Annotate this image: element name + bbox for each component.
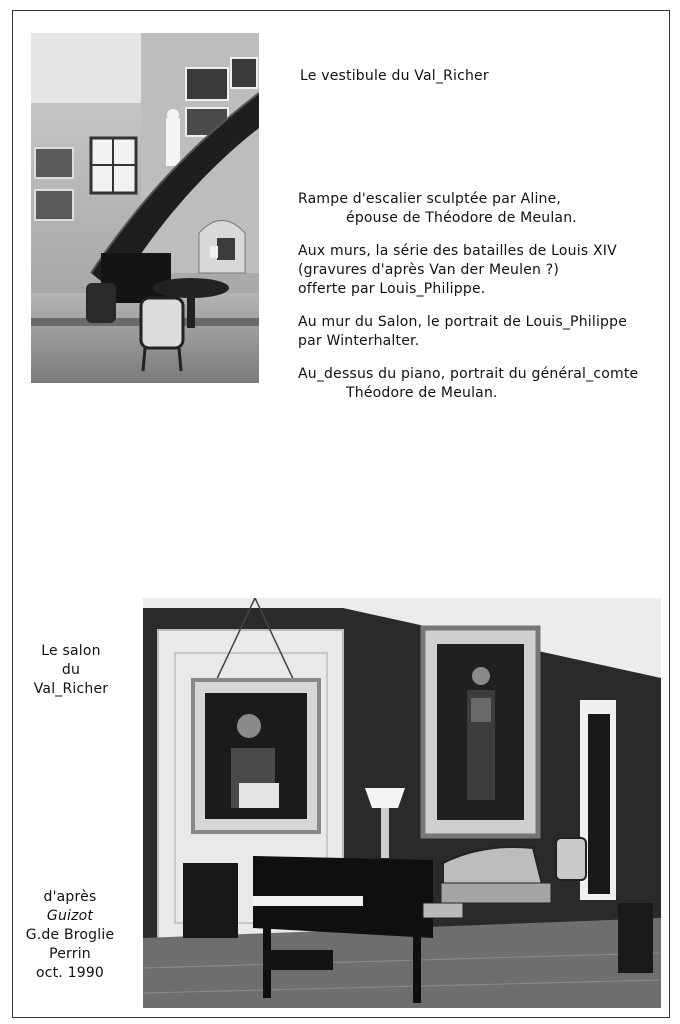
vestibule-photo — [31, 33, 259, 383]
note-line: épouse de Théodore de Meulan. — [346, 210, 577, 226]
note-line: (gravures d'après Van der Meulen ?) — [298, 262, 560, 278]
caption-line: du — [61, 662, 81, 678]
note-line: Au_dessus du piano, portrait du général_comte — [298, 366, 639, 382]
note-line: Théodore de Meulan. — [346, 385, 498, 401]
credit-line: Perrin — [49, 946, 91, 962]
vestibule-drawing — [31, 33, 259, 383]
caption-line: Le salon — [41, 643, 101, 659]
credits — [16, 888, 124, 983]
note-line: par Winterhalter. — [298, 333, 420, 349]
note-line: Aux murs, la série des batailles de Louis XIV — [298, 243, 617, 259]
salon-photo — [143, 598, 661, 1008]
caption-line: Val_Richer — [33, 681, 109, 697]
vestibule-caption: Le vestibule du Val_Richer — [300, 68, 489, 84]
salon-drawing — [143, 598, 661, 1008]
vestibule-notes — [298, 190, 638, 403]
note-line: offerte par Louis_Philippe. — [298, 281, 486, 297]
salon-caption — [26, 642, 116, 699]
credit-line: G.de Broglie — [25, 927, 115, 943]
note-line: Au mur du Salon, le portrait de Louis_Philippe — [298, 314, 628, 330]
credit-line: oct. 1990 — [35, 965, 105, 981]
note-line: Rampe d'escalier sculptée par Aline, — [298, 191, 562, 207]
credit-line: d'après — [43, 889, 97, 905]
credit-line: Guizot — [46, 908, 94, 924]
